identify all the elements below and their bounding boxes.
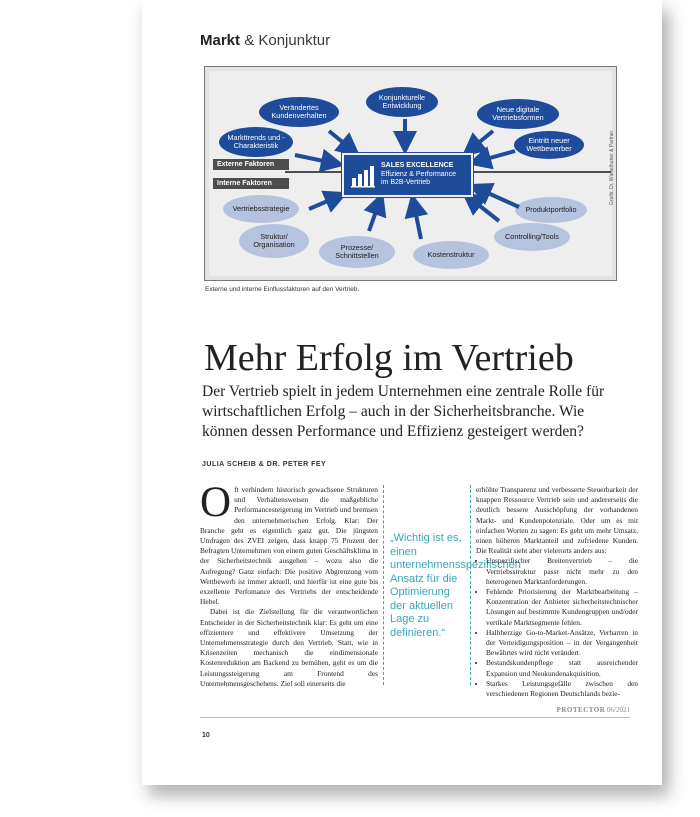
list-item: • Fehlende Priorisierung der Marktbearbeitung – Konzentration der Anbieter sicherheitstechnischer Lösungen auf bestimmte Kundengruppen und/oder vertikale Marktsegmente fehlen.: [486, 587, 638, 628]
bar-chart-icon: [350, 162, 376, 188]
factor-vertriebsstrategie: Vertriebsstrategie: [223, 195, 299, 223]
article-headline: Mehr Erfolg im Vertrieb: [204, 337, 574, 379]
body-paragraph-1: ft verhindern historisch gewachsene Strukturen und Verhaltensweisen die maßgebliche Performancesteigerung im Vertrieb und bremsen den unternehmerischen Erfolg. Klar: Der Branche geht es eigentlich ganz gut. Die jüngsten Umfragen des ZVEI zeigen, dass knapp 75 Prozent der Befragten Unternehmen von einem guten Geschäftsklima in der Sicherheitstechnik ausgehen – wozu also die Aufregung? Ganz einfach: Die positive Abgrenzung vom Wettbewerb ist immer aktuell, und hierfür ist eine gute bis exzellente Perfomance des Vertriebs der entscheidende Hebel.: [200, 485, 378, 607]
factor-controlling: Controlling/Tools: [494, 223, 570, 251]
center-line2: Effizienz & Performance: [381, 170, 456, 178]
factor-produktportfolio: Produktportfolio: [515, 197, 587, 223]
figure-credit: Grafik: Dr. Wieselhuber & Partner: [609, 130, 615, 205]
factor-markttrends: Markttrends und -Charakteristik: [219, 127, 293, 157]
issue-number: 06/2021: [607, 706, 630, 714]
issues-list: [476, 556, 638, 699]
article-authors: JULIA SCHEIB & DR. PETER FEY: [202, 461, 327, 468]
factor-konjunktur: Konjunkturelle Entwicklung: [366, 87, 438, 117]
body-paragraph-2: Dabei ist die Zielstellung für die verantwortlichen Entscheider in der Sicherheitstechnik klar: Es geht um eine effizientere und effektivere Umsetzung der Unternehmensstrategie durch den Vertrieb. Statt, wie in Krisenzeiten mechanisch die eindimensionale Kostenreduktion am Backend zu bemühen, geht es um die Leistungssteigerung am Frontend des Unternehmensgeschehens. Ziel soll einerseits die: [200, 607, 378, 688]
figure-caption: Externe und interne Einflussfaktoren auf den Vertrieb.: [205, 286, 360, 293]
brand-name: PROTECTOR: [556, 706, 606, 714]
list-item: • Halbherzige Go-to-Market-Ansätze, Verharren in der Verteidigungsposition – in der Vergangenheit Bewährtes wird nicht verändert.: [486, 628, 638, 659]
section-secondary: & Konjunktur: [244, 32, 331, 49]
sales-excellence-box: [342, 153, 473, 197]
list-item: • Starkes Leistungsgefälle zwischen den verschiedenen Regionen Deutschlands bezie-: [486, 679, 638, 699]
internal-factors-band: Interne Faktoren: [213, 178, 289, 189]
footer-rule: [200, 717, 630, 718]
factor-struktur: Struktur/ Organisation: [239, 224, 309, 258]
factor-kundenverhalten: Verändertes Kundenverhalten: [259, 97, 339, 127]
quote-divider-right: [470, 485, 471, 685]
factor-prozesse: Prozesse/ Schnittstellen: [319, 236, 395, 268]
section-primary: Markt: [200, 32, 241, 49]
col3-intro: erhöhte Transparenz und verbesserte Steuerbarkeit der knappen Ressource Vertrieb sein und andererseits die deutlich bessere Ausschöpfung der vorhandenen Markt- und Kundenpotenziale. Oder um es mit einfachen Worten zu sagen: Es geht um mehr Umsatz, einen höheren Marktanteil und zufriedene Kunden. Die Realität sieht aber vielerorts anders aus:: [476, 485, 638, 556]
section-header: [200, 32, 330, 49]
body-column-3: [476, 485, 638, 699]
list-item: • Bestandskundenpflege statt ausreichender Expansion und Neukundenakquisition.: [486, 658, 638, 678]
factor-digitale-vertriebsformen: Neue digitale Vertriebsformen: [477, 99, 559, 129]
page-number: 10: [202, 732, 210, 739]
external-factors-band: Externe Faktoren: [213, 159, 289, 170]
drop-cap: O: [200, 479, 232, 526]
list-item: • Unspezifischer Breitenvertrieb – die Vertriebsstruktur passt nicht mehr zu den heterogenen Marktanforderungen.: [486, 556, 638, 587]
center-title: SALES EXCELLENCE: [381, 162, 454, 170]
diagram-canvas: [209, 71, 612, 276]
magazine-page: [142, 0, 662, 785]
diagram-figure: [204, 66, 617, 281]
center-line3: im B2B-Vertrieb: [381, 179, 431, 187]
article-lead: Der Vertrieb spielt in jedem Unternehmen eine zentrale Rolle für wirtschaftlichen Erfolg – auch in der Sicherheitsbranche. Wie können dessen Performance und Effizienz gesteigert werden?: [202, 383, 605, 440]
factor-wettbewerber: Eintritt neuer Wettbewerber: [514, 131, 584, 159]
pull-quote: „Wichtig ist es, einen unternehmensspezifischen Ansatz für die Optimierung der aktuellen Lage zu definieren.“: [390, 532, 521, 639]
body-column-1: [200, 479, 378, 689]
factor-kostenstruktur: Kostenstruktur: [413, 241, 489, 269]
footer-brand: [557, 706, 630, 714]
quote-divider-left: [383, 485, 384, 685]
